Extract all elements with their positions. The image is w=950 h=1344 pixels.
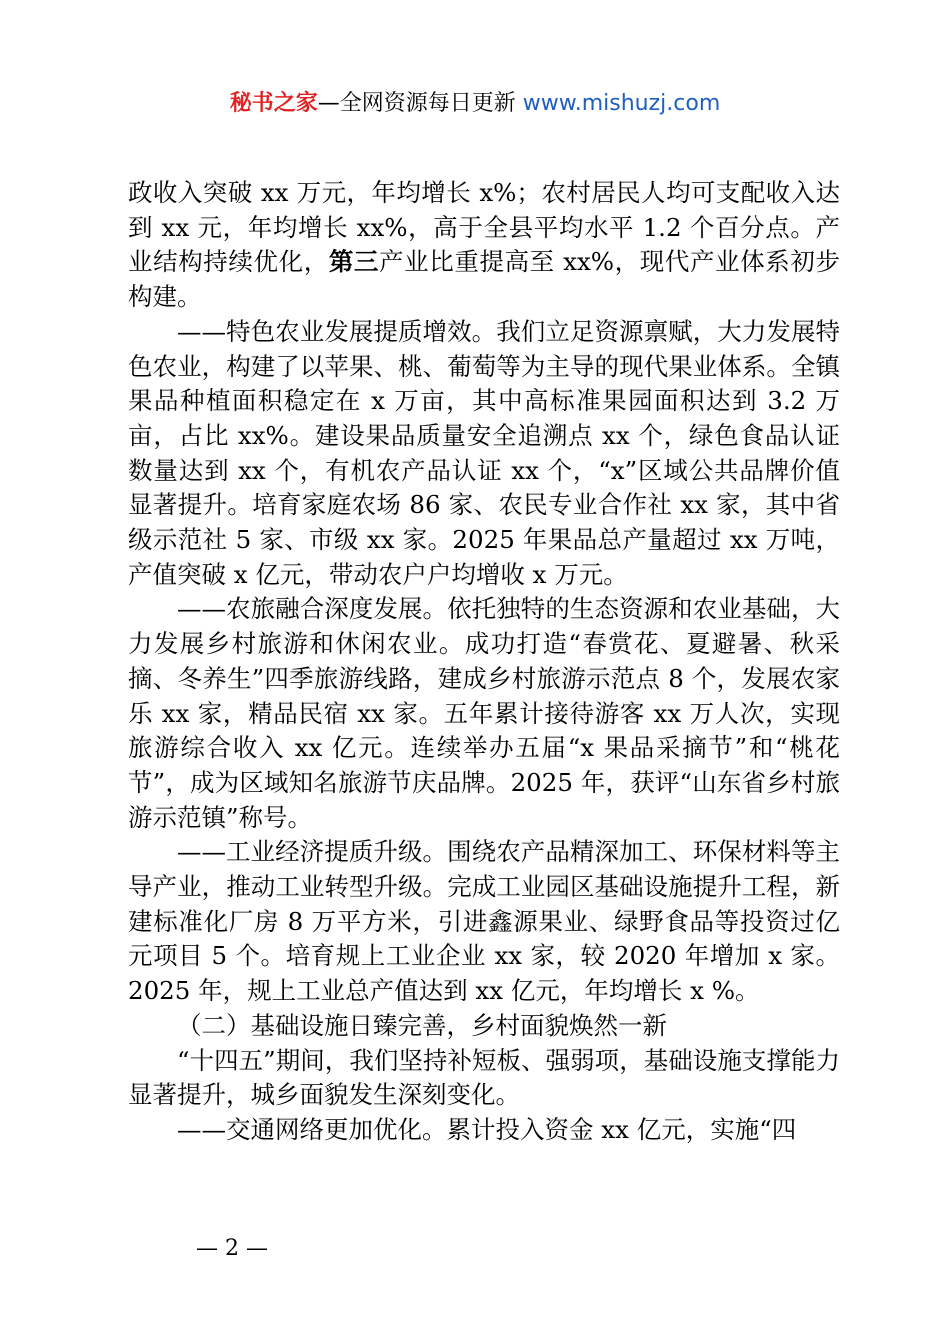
site-url-link[interactable]: www.mishuzj.com <box>522 91 721 116</box>
paragraph-infrastructure: “十四五”期间，我们坚持补短板、强弱项，基础设施支撑能力显著提升，城乡面貌发生深刻变化。 <box>128 1045 840 1110</box>
paragraph-industry: ——工业经济提质升级。围绕农产品精深加工、环保材料等主导产业，推动工业转型升级。完成工业园区基础设施提升工程，新建标准化厂房 8 万平方米，引进鑫源果业、绿野食品等投资过亿元项目 5 个。培育规上工业企业 xx 家，较 2020 年增加 x 家。2025 年，规上工业总产值达到 xx 亿元，年均增长 x %。 <box>128 837 840 1006</box>
section-heading: （二）基础设施日臻完善，乡村面貌焕然一新 <box>177 1010 667 1040</box>
paragraph-text: 政收入突破 xx 万元，年均增长 x%；农村居民人均可支配收入达到 xx 元，年均增长 xx%，高于全县平均水平 1.2 个百分点。产业结构持续优化， <box>128 178 840 277</box>
header-slogan: —全网资源每日更新 <box>317 91 523 116</box>
bold-text: 第三 <box>328 247 380 277</box>
document-body <box>128 176 840 1148</box>
page-number: — 2 — <box>196 1236 268 1261</box>
site-header <box>0 88 950 120</box>
paragraph-transport: ——交通网络更加优化。累计投入资金 xx 亿元，实施“四 <box>177 1114 797 1144</box>
brand-name: 秘书之家 <box>229 91 318 116</box>
paragraph-text: 产业比重提高至 xx%，现代产业体系初步构建。 <box>128 247 841 312</box>
paragraph-agriculture: ——特色农业发展提质增效。我们立足资源禀赋，大力发展特色农业，构建了以苹果、桃、葡萄等为主导的现代果业体系。全镇果品种植面积稳定在 x 万亩，其中高标准果园面积达到 3.2 万亩，占比 xx%。建设果品质量安全追溯点 xx 个，绿色食品认证数量达到 xx 个，有机农产品认证 xx 个，“x”区域公共品牌价值显著提升。培育家庭农场 86 家、农民专业合作社 xx 家，其中省级示范社 5 家、市级 xx 家。2025 年果品总产量超过 xx 万吨，产值突破 x 亿元，带动农户户均增收 x 万元。 <box>128 316 840 589</box>
paragraph-fiscal-income <box>128 176 840 315</box>
paragraph-tourism: ——农旅融合深度发展。依托独特的生态资源和农业基础，大力发展乡村旅游和休闲农业。成功打造“春赏花、夏避暑、秋采摘、冬养生”四季旅游线路，建成乡村旅游示范点 8 个，发展农家乐 xx 家，精品民宿 xx 家。五年累计接待游客 xx 万人次，实现旅游综合收入 xx 亿元。连续举办五届“x 果品采摘节”和“桃花节”，成为区域知名旅游节庆品牌。2025 年，获评“山东省乡村旅游示范镇”称号。 <box>128 594 840 832</box>
